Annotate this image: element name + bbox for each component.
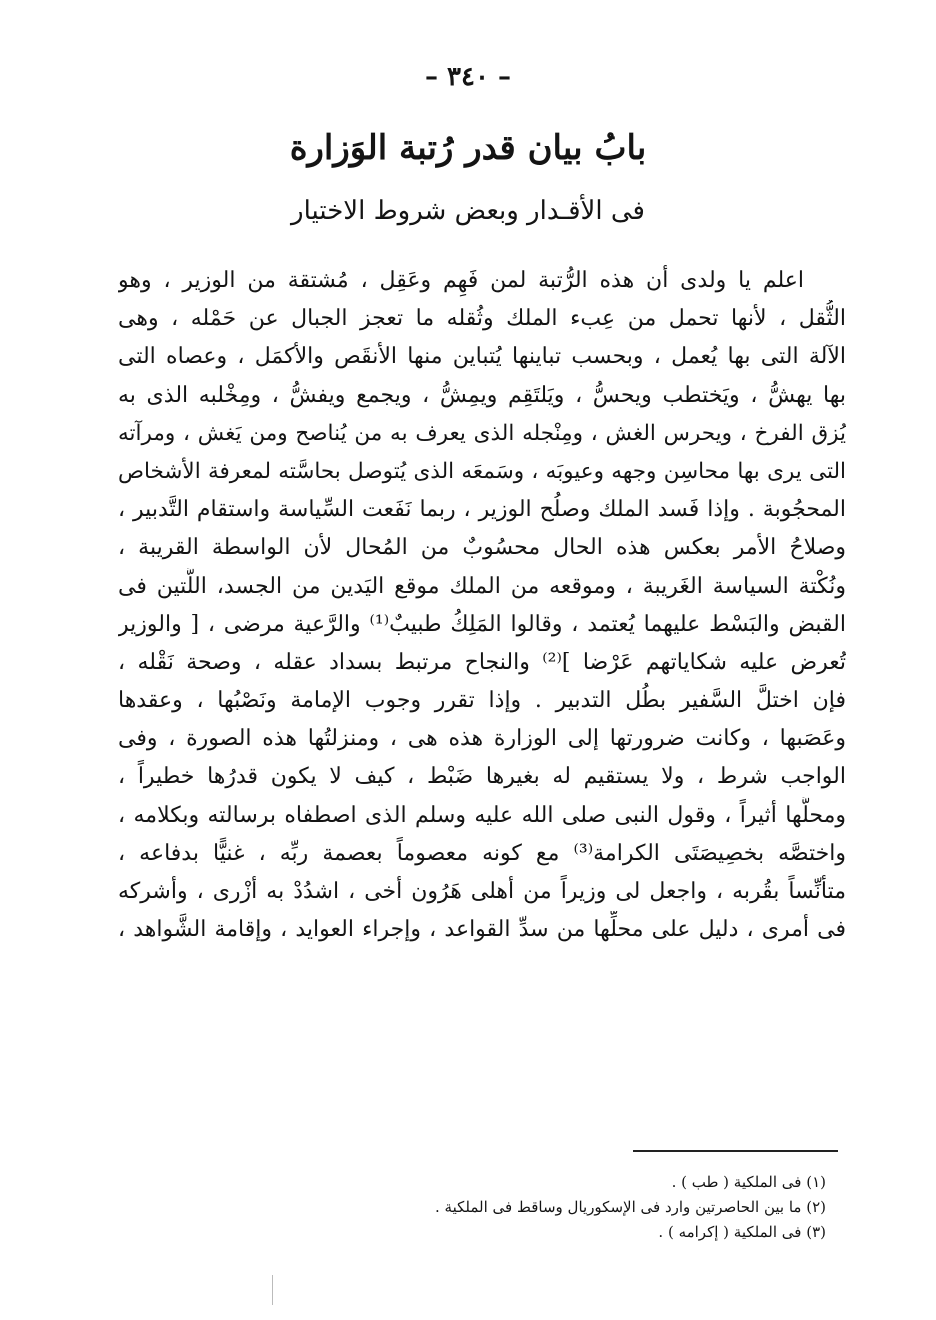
text-line: واختصَّه بخصِيصَتَى الكرامة⁽³⁾ مع كونه معصوماً بعصمة ربِّه ، غنيًّا بدفاعه ، [118,840,846,866]
text-line: وصلاحُ الأمر بعكس هذه الحال محسُوبٌ من المُحال لأن الواسطة القريبة ، [118,535,846,561]
text-line: التى يرى بها محاسِن وجهه وعيوبَه ، وسَمعَه الذى يُتوصل بحاسَّته لمعرفة الأشخاص [118,458,846,484]
text-line: المحجُوبة . وإذا فَسد الملك وصلُح الوزير ، ربما نَفَعت السِّياسة واستقام التَّدبير ، [118,497,846,523]
text-line: وعَصَبها ، وكانت ضرورتها إلى الوزارة هذه هى ، ومنزلتُها هذه الصورة ، وفى [118,726,846,752]
text-line: الواجب شرط ، ولا يستقيم له بغيرها ضَبْط ، كيف لا يكون قدرُها خطيراً ، [118,764,846,790]
text-line: ونُكْتة السياسة الغَريبة ، وموقعه من الملك موقع اليَدين من الجسد، اللَّتين فى [118,573,846,599]
footnote-divider [633,1150,838,1152]
footnote-item: (٢) ما بين الحاصرتين وارد فى الإسكوريال وساقط فى الملكية . [435,1198,826,1216]
text-line: فإن اختلَّ السَّفير بطُل التدبير . وإذا تقرر وجوب الإمامة ونَصْبُها ، وعقدها [118,688,846,714]
page-number: – ٣٤٠ – [424,62,512,92]
chapter-title: بابُ بيان قدر رُتبة الوَزارة [289,128,647,168]
text-line: تُعرض عليه شكاياتهم عَرْضا ]⁽²⁾ والنجاح مرتبط بسداد عقله ، وصحة نَقْله ، [118,649,846,675]
text-line: بها يهشُّ ، ويَختطب ويحسُّ ، ويَلتَقِم ويمِشُّ ، ويجمع ويفشُّ ، ومِخْلبه الذى به [118,382,846,408]
footnotes [126,1170,826,1245]
text-line: فى أمرى ، دليل على محلِّها من سدِّ القواعد ، وإجراء العوايد ، وإقامة الشَّواهد ، [118,917,846,943]
chapter-subtitle: فى الأقـدار وبعض شروط الاختيار [291,196,645,226]
footnote-item: (١) فى الملكية ( طب ) . [671,1173,826,1191]
text-line: الثُّقل ، لأنها تحمل من عِبء الملك وثُقله ما تعجز الجبال عن حَمْله ، وهى [118,306,846,332]
text-line: اعلم يا ولدى أن هذه الرُّتبة لمن فَهِم وعَقِل ، مُشتقة من الوزير ، وهو [118,268,804,293]
text-line: الآلة التى بها يُعمل ، وبحسب تباينها يُتباين منها الأنقَص والأكمَل ، وعصاه التى [118,344,846,370]
text-line: متأنِّساً بقُربه ، واجعل لى وزيراً من أهلى هَرُون أخى ، اشدُدْ به أزْرى ، وأشركه [118,879,846,904]
text-line: القبض والبَسْط عليهما يُعتمد ، وقالوا المَلِكُ طبيبٌ⁽¹⁾ والرَّعية مرضى ، [ والوزير [118,611,846,637]
text-line: ومحلُّها أثيراً ، وقول النبى صلى الله عليه وسلم الذى اصطفاه برسالته وبكلامه ، [118,802,846,828]
footnote-item: (٣) فى الملكية ( إكرامه ) . [658,1223,826,1241]
scan-artifact [272,1275,273,1305]
text-line: يُزق الفرخ ، ويحرس الغش ، ومِنْجله الذى يعرف به من يُناصح ومن يَغش ، ومرآته [118,420,846,446]
body-text [118,262,846,949]
